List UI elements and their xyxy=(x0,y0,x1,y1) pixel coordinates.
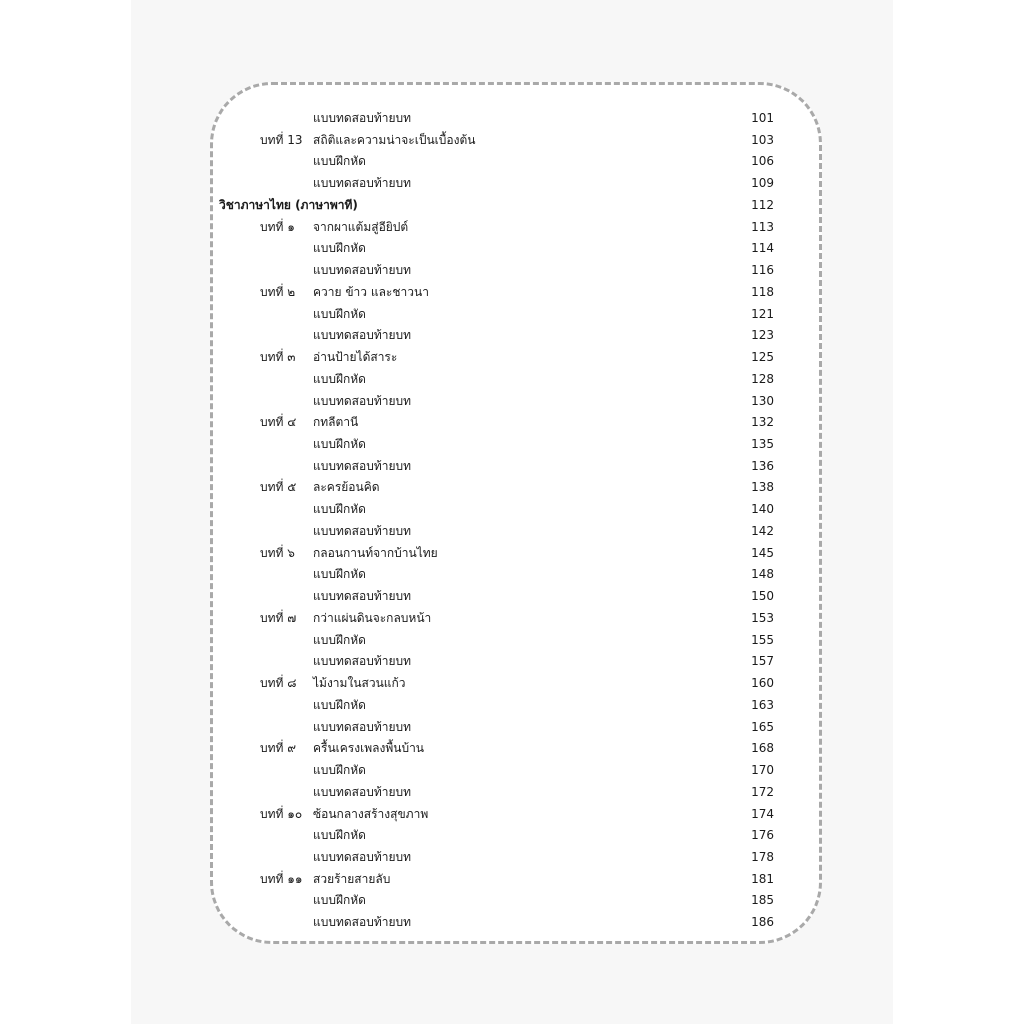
toc-row xyxy=(0,325,1024,347)
toc-entry-title: แบบทดสอบท้ายบท xyxy=(313,784,412,799)
toc-entry-title: แบบฝึกหัด xyxy=(313,306,366,321)
toc-row xyxy=(0,108,1024,130)
toc-page-number: 132 xyxy=(751,415,774,430)
toc-chapter-number: บทที่ ๖ xyxy=(260,545,295,560)
toc-entry-title: แบบทดสอบท้ายบท xyxy=(313,915,412,930)
toc-row xyxy=(0,238,1024,260)
toc-page-number: 150 xyxy=(751,589,774,604)
toc-page-number: 113 xyxy=(751,219,774,234)
toc-entry-title: แบบทดสอบท้ายบท xyxy=(313,328,412,343)
toc-chapter-number: บทที่ ๘ xyxy=(260,676,297,691)
toc-chapter-number: บทที่ ๑๑ xyxy=(260,871,303,886)
toc-entry-title: ไม้งามในสวนแก้ว xyxy=(313,676,406,691)
toc-chapter-number: บทที่ ๓ xyxy=(260,350,296,365)
toc-row xyxy=(0,347,1024,369)
toc-entry-title: แบบฝึกหัด xyxy=(313,371,366,386)
toc-entry-title: แบบฝึกหัด xyxy=(313,502,366,517)
toc-chapter-number: บทที่ ๙ xyxy=(260,741,297,756)
toc-page-number: 125 xyxy=(751,350,774,365)
toc-page-number: 172 xyxy=(751,784,774,799)
toc-entry-title: แบบทดสอบท้ายบท xyxy=(313,176,412,191)
toc-row xyxy=(0,369,1024,391)
toc-page-number: 160 xyxy=(751,676,774,691)
toc-row xyxy=(0,738,1024,760)
toc-row xyxy=(0,260,1024,282)
toc-page-number: 163 xyxy=(751,697,774,712)
toc-entry-title: แบบทดสอบท้ายบท xyxy=(313,719,412,734)
toc-page-number: 106 xyxy=(751,154,774,169)
toc-page-number: 186 xyxy=(751,915,774,930)
toc-entry-title: กลอนกานท์จากบ้านไทย xyxy=(313,545,438,560)
toc-row xyxy=(0,173,1024,195)
toc-page-number: 136 xyxy=(751,458,774,473)
toc-page-number: 185 xyxy=(751,893,774,908)
toc-row xyxy=(0,825,1024,847)
toc-row xyxy=(0,456,1024,478)
toc-page-number: 140 xyxy=(751,502,774,517)
toc-entry-title: แบบทดสอบท้ายบท xyxy=(313,589,412,604)
toc-page-number: 153 xyxy=(751,610,774,625)
toc-row xyxy=(0,130,1024,152)
toc-page-number: 123 xyxy=(751,328,774,343)
table-of-contents xyxy=(0,108,1024,934)
toc-page-number: 128 xyxy=(751,371,774,386)
toc-entry-title: แบบทดสอบท้ายบท xyxy=(313,111,412,125)
toc-entry-title: กทลีตานี xyxy=(313,415,359,430)
toc-page-number: 109 xyxy=(751,176,774,191)
toc-row xyxy=(0,477,1024,499)
toc-row xyxy=(0,391,1024,413)
toc-entry-title: สถิติและความน่าจะเป็นเบื้องต้น xyxy=(313,132,476,147)
toc-entry-title: แบบฝึกหัด xyxy=(313,241,366,256)
toc-entry-title: แบบทดสอบท้ายบท xyxy=(313,654,412,669)
toc-row xyxy=(0,499,1024,521)
toc-row xyxy=(0,869,1024,891)
toc-page-number: 142 xyxy=(751,523,774,538)
toc-row xyxy=(0,804,1024,826)
toc-row xyxy=(0,673,1024,695)
toc-page-number: 157 xyxy=(751,654,774,669)
toc-page-number: 121 xyxy=(751,306,774,321)
toc-row xyxy=(0,217,1024,239)
toc-entry-title: แบบฝึกหัด xyxy=(313,567,366,582)
toc-entry-title: แบบฝึกหัด xyxy=(313,893,366,908)
toc-chapter-number: บทที่ 13 xyxy=(260,132,303,147)
toc-entry-title: กว่าแผ่นดินจะกลบหน้า xyxy=(313,610,432,625)
toc-entry-title: แบบฝึกหัด xyxy=(313,697,366,712)
toc-page-number: 176 xyxy=(751,828,774,843)
toc-page-number: 135 xyxy=(751,437,774,452)
toc-chapter-number: บทที่ ๒ xyxy=(260,284,296,299)
toc-row xyxy=(0,304,1024,326)
toc-entry-title: ละครย้อนคิด xyxy=(313,480,380,495)
toc-page-number: 130 xyxy=(751,393,774,408)
toc-row xyxy=(0,586,1024,608)
toc-entry-title: อ่านป้ายได้สาระ xyxy=(313,350,398,365)
toc-row xyxy=(0,890,1024,912)
toc-row xyxy=(0,543,1024,565)
toc-row xyxy=(0,434,1024,456)
toc-row xyxy=(0,195,1024,217)
toc-page-number: 155 xyxy=(751,632,774,647)
toc-entry-title: แบบฝึกหัด xyxy=(313,632,366,647)
toc-page-number: 138 xyxy=(751,480,774,495)
toc-page-number: 145 xyxy=(751,545,774,560)
toc-row xyxy=(0,782,1024,804)
toc-entry-title: แบบฝึกหัด xyxy=(313,828,366,843)
toc-chapter-number: บทที่ ๑ xyxy=(260,219,295,234)
toc-entry-title: แบบฝึกหัด xyxy=(313,437,366,452)
toc-page-number: 165 xyxy=(751,719,774,734)
toc-entry-title: สวยร้ายสายลับ xyxy=(313,871,391,886)
toc-row xyxy=(0,630,1024,652)
toc-page-number: 101 xyxy=(751,111,774,125)
toc-page-number: 114 xyxy=(751,241,774,256)
toc-entry-title: แบบทดสอบท้ายบท xyxy=(313,393,412,408)
toc-page-number: 112 xyxy=(751,197,774,212)
toc-row xyxy=(0,760,1024,782)
toc-row xyxy=(0,412,1024,434)
toc-entry-title: แบบทดสอบท้ายบท xyxy=(313,523,412,538)
toc-entry-title: แบบทดสอบท้ายบท xyxy=(313,849,412,864)
toc-entry-title: ควาย ข้าว และชาวนา xyxy=(313,284,429,299)
toc-entry-title: ซ้อนกลางสร้างสุขภาพ xyxy=(313,806,429,821)
toc-row xyxy=(0,608,1024,630)
toc-page-number: 174 xyxy=(751,806,774,821)
toc-page-number: 181 xyxy=(751,871,774,886)
toc-entry-title: จากผาแต้มสู่อียิปต์ xyxy=(313,219,409,234)
toc-row xyxy=(0,717,1024,739)
toc-row xyxy=(0,651,1024,673)
toc-row xyxy=(0,521,1024,543)
toc-page-number: 168 xyxy=(751,741,774,756)
toc-chapter-number: บทที่ ๗ xyxy=(260,610,297,625)
toc-entry-title: แบบฝึกหัด xyxy=(313,154,366,169)
toc-row xyxy=(0,847,1024,869)
toc-entry-title: แบบฝึกหัด xyxy=(313,763,366,778)
toc-page-number: 170 xyxy=(751,763,774,778)
toc-entry-title: แบบทดสอบท้ายบท xyxy=(313,458,412,473)
toc-page-number: 178 xyxy=(751,849,774,864)
toc-chapter-number: บทที่ ๔ xyxy=(260,415,297,430)
toc-entry-title: แบบทดสอบท้ายบท xyxy=(313,263,412,278)
toc-row xyxy=(0,564,1024,586)
toc-chapter-number: บทที่ ๕ xyxy=(260,480,297,495)
toc-page-number: 116 xyxy=(751,263,774,278)
toc-entry-title: ครื้นเครงเพลงพื้นบ้าน xyxy=(313,741,425,756)
toc-chapter-number: บทที่ ๑๐ xyxy=(260,806,303,821)
toc-page-number: 118 xyxy=(751,284,774,299)
toc-row xyxy=(0,695,1024,717)
toc-page-number: 103 xyxy=(751,132,774,147)
toc-row xyxy=(0,151,1024,173)
toc-section-heading: วิชาภาษาไทย (ภาษาพาที) xyxy=(219,197,358,212)
toc-row xyxy=(0,282,1024,304)
toc-row xyxy=(0,912,1024,934)
toc-page-number: 148 xyxy=(751,567,774,582)
